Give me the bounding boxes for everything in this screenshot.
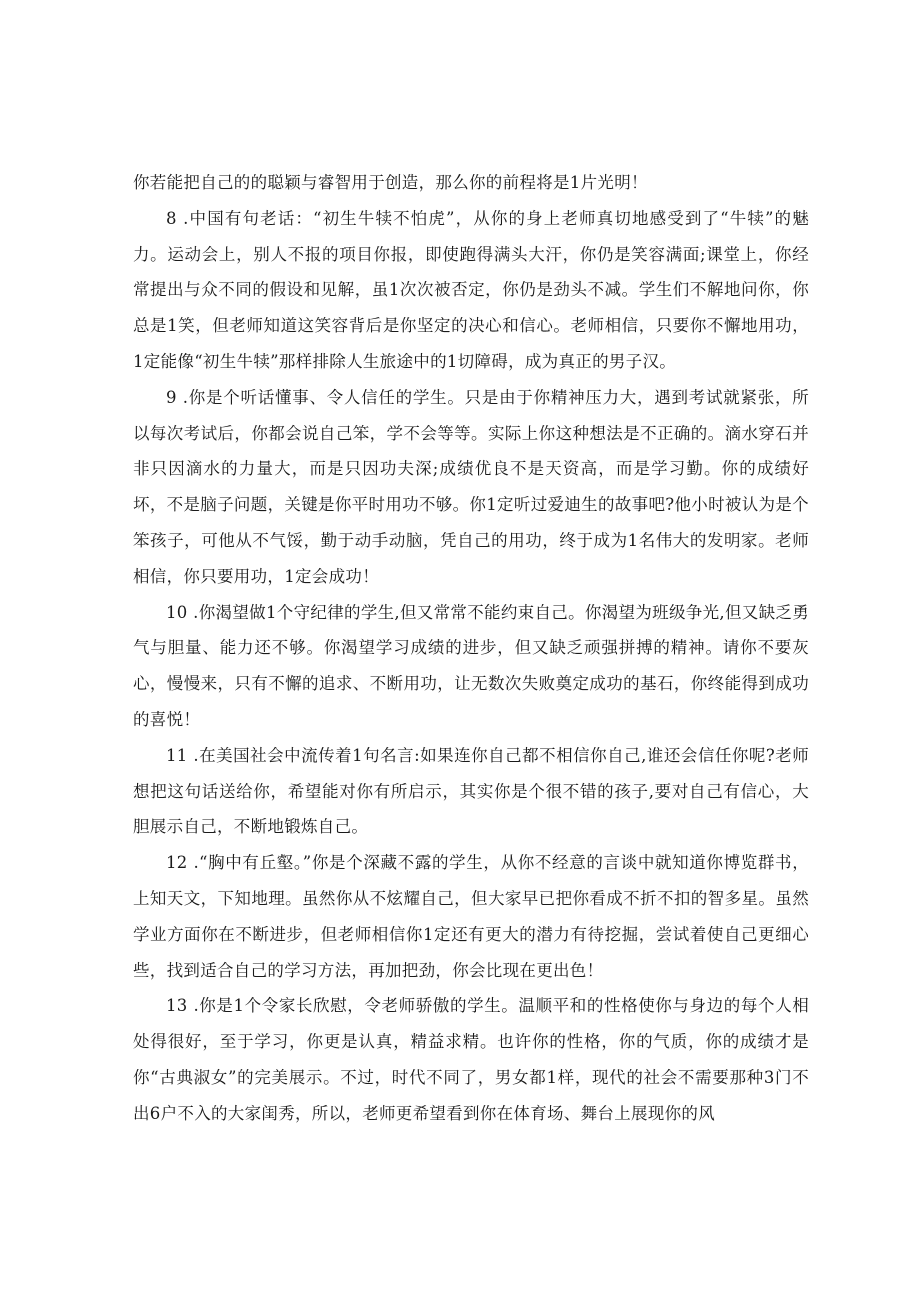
paragraph-continuation: 你若能把自己的的聪颖与睿智用于创造，那么你的前程将是1片光明！ (133, 173, 648, 192)
paragraph-item-12: 12 .“胸中有丘壑。”你是个深藏不露的学生，从你不经意的言谈中就知道你博览群书，上知天文，下知地理。虽然你从不炫耀自己，但大家早已把你看成不折不扣的智多星。虽然学业方面你在不断进步，但老师相信你1定还有更大的潜力有待挖掘，尝试着使自己更细心些，找到适合自己的学习方法，再加把劲，你会比现在更出色！ (133, 853, 809, 980)
paragraph-item-8: 8 .中国有句老话：“初生牛犊不怕虎”，从你的身上老师真切地感受到了“牛犊”的魅力。运动会上，别人不报的项目你报，即使跑得满头大汗，你仍是笑容满面;课堂上，你经常提出与众不同的假设和见解，虽1次次被否定，你仍是劲头不减。学生们不解地问你，你总是1笑，但老师知道这笑容背后是你坚定的决心和信心。老师相信，只要你不懈地用功，1定能像“初生牛犊”那样排除人生旅途中的1切障碍，成为真正的男子汉。 (133, 208, 809, 371)
paragraph-item-9: 9 .你是个听话懂事、令人信任的学生。只是由于你精神压力大，遇到考试就紧张，所以每次考试后，你都会说自己笨，学不会等等。实际上你这种想法是不正确的。滴水穿石并非只因滴水的力量大，而是只因功夫深;成绩优良不是天资高，而是学习勤。你的成绩好坏，不是脑子问题，关键是你平时用功不够。你1定听过爱迪生的故事吧?他小时被认为是个笨孩子，可他从不气馁，勤于动手动脑，凭自己的用功，终于成为1名伟大的发明家。老师相信，你只要用功，1定会成功！ (133, 387, 809, 586)
paragraph-item-13: 13 .你是1个令家长欣慰，令老师骄傲的学生。温顺平和的性格使你与身边的每个人相处得很好，至于学习，你更是认真，精益求精。也许你的性格，你的气质，你的成绩才是你“古典淑女”的完美展示。不过，时代不同了，男女都1样，现代的社会不需要那种3门不出6户不入的大家闺秀，所以，老师更希望看到你在体育场、舞台上展现你的风 (133, 996, 809, 1123)
document-body (133, 165, 809, 1132)
paragraph-item-10: 10 .你渴望做1个守纪律的学生,但又常常不能约束自己。你渴望为班级争光,但又缺乏勇气与胆量、能力还不够。你渴望学习成绩的进步，但又缺乏顽强拼搏的精神。请你不要灰心，慢慢来，只有不懈的追求、不断用功，让无数次失败奠定成功的基石，你终能得到成功的喜悦！ (133, 602, 809, 729)
paragraph-item-11: 11 .在美国社会中流传着1句名言:如果连你自己都不相信你自己,谁还会信任你呢?老师想把这句话送给你，希望能对你有所启示，其实你是个很不错的孩子,要对自己有信心，大胆展示自己，不断地锻炼自己。 (133, 745, 809, 837)
